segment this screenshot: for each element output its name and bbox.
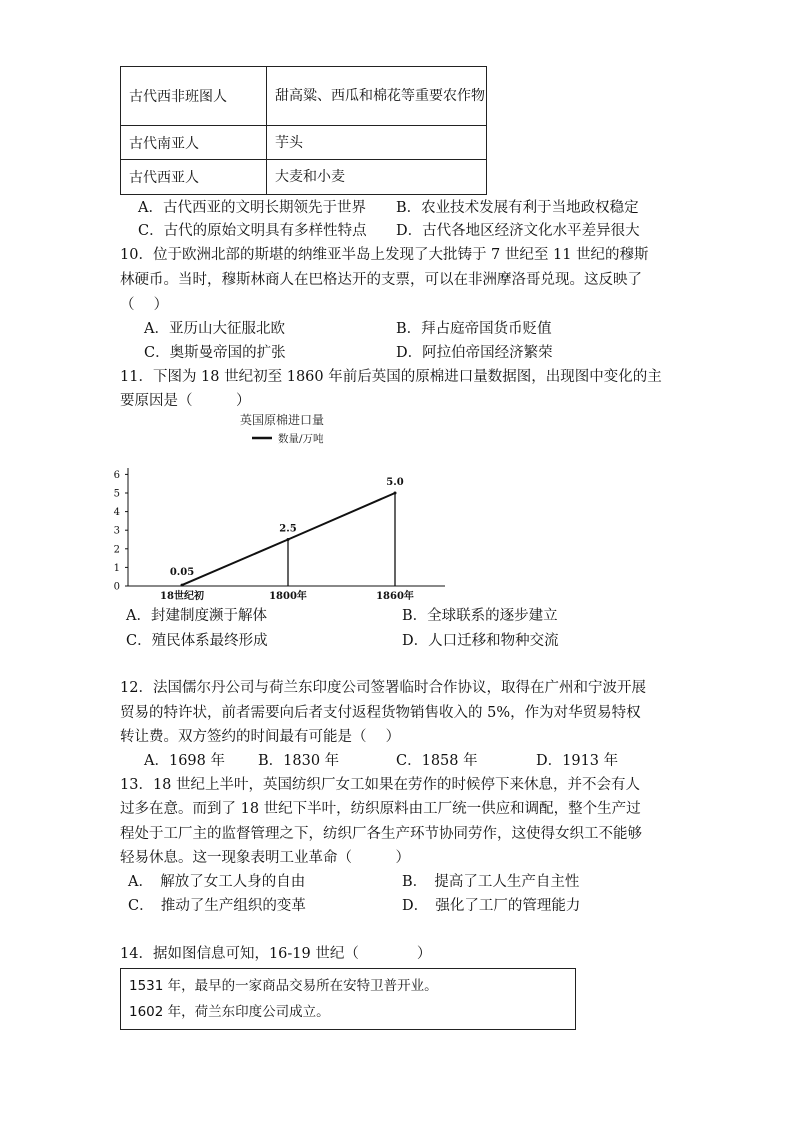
- info-line: 1602 年，荷兰东印度公司成立。: [129, 1004, 330, 1020]
- cotton-import-chart: [110, 408, 460, 604]
- question-13-text: 过多在意。而到了 18 世纪下半叶，纺织原料由工厂统一供应和调配，整个生产过: [120, 801, 641, 817]
- question-13-text: 13．18 世纪上半叶，英国纺织厂女工如果在劳作的时候停下来休息，并不会有人: [120, 777, 641, 793]
- question-10-text: （ ）: [120, 297, 169, 313]
- option-c: C．奥斯曼帝国的扩张: [144, 345, 286, 361]
- table-cell-region: 古代西非班图人: [121, 67, 267, 126]
- data-label: 0.05: [169, 567, 195, 579]
- table-row: [121, 160, 487, 195]
- y-tick-label: 6: [113, 469, 120, 481]
- crop-table: [120, 66, 487, 195]
- data-label: 5.0: [386, 477, 404, 488]
- option-d: D．阿拉伯帝国经济繁荣: [396, 345, 553, 361]
- table-cell-region: 古代西亚人: [121, 160, 267, 195]
- option-c: C．古代的原始文明具有多样性特点: [138, 223, 367, 239]
- question-13-text: 轻易休息。这一现象表明工业革命（ ）: [120, 850, 410, 866]
- table-row: [121, 67, 487, 126]
- data-label: 2.5: [279, 523, 297, 535]
- y-tick-label: 4: [113, 507, 120, 519]
- table-cell-crop: 芋头: [267, 126, 487, 160]
- y-tick-label: 5: [113, 488, 120, 500]
- option-d: D． 强化了工厂的管理能力: [402, 898, 581, 914]
- legend-label: 数量/万吨: [278, 433, 324, 445]
- option-b: B． 提高了工人生产自主性: [402, 874, 580, 890]
- y-tick-label: 3: [113, 525, 120, 537]
- table-row: [121, 126, 487, 160]
- chart-title: 英国原棉进口量: [239, 413, 325, 427]
- question-12-text: 贸易的特许状，前者需要向后者支付返程货物销售收入的 5%，作为对华贸易特权: [120, 705, 641, 721]
- x-tick-label: 1800年: [269, 591, 307, 602]
- info-line: 1531 年，最早的一家商品交易所在安特卫普开业。: [129, 978, 438, 994]
- table-cell-crop: 大麦和小麦: [267, 160, 487, 195]
- table-cell-crop: 甜高粱、西瓜和棉花等重要农作物: [267, 67, 487, 126]
- option-b: B．拜占庭帝国货币贬值: [396, 321, 552, 337]
- option-b: B．全球联系的逐步建立: [402, 608, 558, 624]
- option-d: D．人口迁移和物种交流: [402, 633, 559, 649]
- y-tick-label: 2: [113, 544, 120, 556]
- option-b: B．1830 年: [258, 753, 340, 769]
- question-13-text: 程处于工厂主的监督管理之下，纺织厂各生产环节协同劳作，这使得女织工不能够: [120, 826, 642, 842]
- x-tick-label: 18世纪初: [160, 591, 204, 602]
- option-c: C．1858 年: [396, 753, 478, 769]
- question-12-text: 12．法国儒尔丹公司与荷兰东印度公司签署临时合作协议，取得在广州和宁波开展: [120, 680, 646, 696]
- option-a: A．亚历山大征服北欧: [144, 321, 285, 337]
- option-b: B．农业技术发展有利于当地政权稳定: [396, 200, 639, 216]
- question-14-text: 14．据如图信息可知，16-19 世纪（ ）: [120, 946, 432, 962]
- option-a: A．1698 年: [144, 753, 225, 769]
- data-point: [181, 584, 184, 587]
- data-point: [394, 492, 397, 495]
- option-a: A． 解放了女工人身的自由: [128, 874, 306, 890]
- question-11-text: 11．下图为 18 世纪初至 1860 年前后英国的原棉进口量数据图，出现图中变化的主: [120, 369, 662, 385]
- info-box: [120, 968, 576, 1030]
- question-12-text: 转让费。双方签约的时间最有可能是（ ）: [120, 729, 401, 745]
- option-d: D．1913 年: [536, 753, 619, 769]
- table-cell-region: 古代南亚人: [121, 126, 267, 160]
- option-c: C．殖民体系最终形成: [126, 633, 268, 649]
- option-a: A．古代西亚的文明长期领先于世界: [138, 200, 366, 216]
- x-tick-label: 1860年: [376, 591, 414, 602]
- option-d: D．古代各地区经济文化水平差异很大: [396, 223, 640, 239]
- option-a: A．封建制度濒于解体: [126, 608, 267, 624]
- y-tick-label: 1: [113, 562, 120, 574]
- option-c: C． 推动了生产组织的变革: [128, 898, 306, 914]
- question-11-text: 要原因是（ ）: [120, 393, 251, 409]
- y-tick-label: 0: [113, 581, 120, 593]
- question-10-text: 林硬币。当时，穆斯林商人在巴格达开的支票，可以在非洲摩洛哥兑现。这反映了: [120, 272, 642, 288]
- data-point: [287, 538, 290, 541]
- question-10-text: 10．位于欧洲北部的斯堪的纳维亚半岛上发现了大批铸于 7 世纪至 11 世纪的穆斯: [120, 247, 649, 263]
